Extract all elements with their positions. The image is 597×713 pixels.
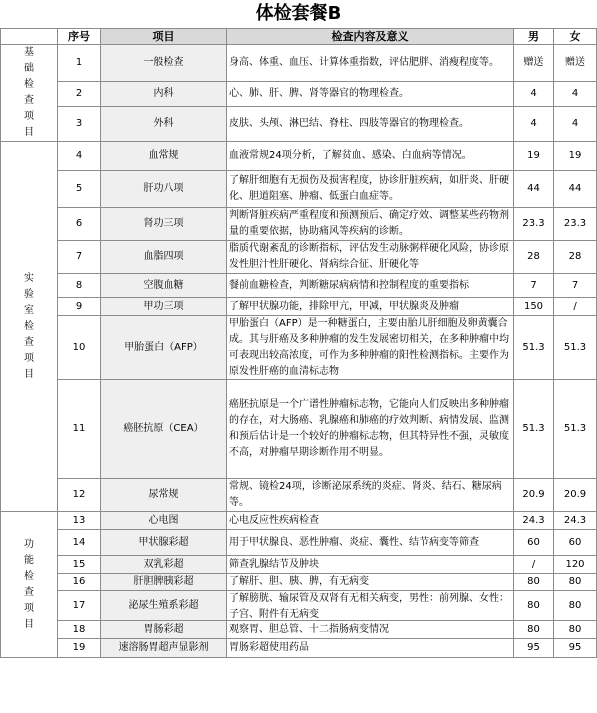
- row-number: 15: [58, 556, 101, 574]
- item-description-text: 常规、镜检24项，诊断泌尿系统的炎症、肾炎、结石、糖尿病等。: [229, 481, 502, 508]
- item-description: [227, 316, 514, 380]
- item-description-text: 用于甲状腺良、恶性肿瘤、炎症、囊性、结节病变等筛查: [229, 536, 479, 548]
- item-name: 尿常规: [101, 479, 227, 512]
- item-name: 空腹血糖: [101, 274, 227, 298]
- item-description-text: 心电反应性疾病检查: [229, 514, 319, 526]
- table-body: [1, 45, 597, 658]
- category-cell: 基 础 检 查 项 目: [1, 45, 58, 142]
- table-row: [1, 380, 597, 479]
- item-name: 心电图: [101, 512, 227, 530]
- female-price: 80: [554, 621, 597, 639]
- item-name: 胃肠彩超: [101, 621, 227, 639]
- item-name: 外科: [101, 107, 227, 142]
- male-price: 51.3: [514, 380, 554, 479]
- male-price: 51.3: [514, 316, 554, 380]
- male-price: 80: [514, 591, 554, 621]
- table-row: [1, 45, 597, 82]
- item-description-text: 餐前血糖检查，判断糖尿病病情和控制程度的重要指标: [229, 279, 469, 291]
- item-name: 甲胎蛋白（AFP）: [101, 316, 227, 380]
- item-description-text: 判断肾脏疾病严重程度和预测预后、确定疗效、调整某些药物剂量的重要依据，协助痛风等疾病的诊断。: [229, 210, 509, 237]
- table-row: [1, 479, 597, 512]
- item-description-text: 心、肺、肝、脾、肾等器官的物理检查。: [229, 88, 409, 100]
- table-row: [1, 241, 597, 274]
- item-description: [227, 208, 514, 241]
- item-description-text: 了解甲状腺功能，排除甲亢，甲减，甲状腺炎及肿瘤: [229, 300, 459, 312]
- row-number: 19: [58, 639, 101, 658]
- female-price: 4: [554, 107, 597, 142]
- female-price: /: [554, 298, 597, 316]
- item-description-text: 皮肤、头颅、淋巴结、脊柱、四肢等器官的物理检查。: [229, 118, 469, 130]
- male-price: 28: [514, 241, 554, 274]
- male-price: 95: [514, 639, 554, 658]
- row-number: 1: [58, 45, 101, 82]
- item-description: [227, 639, 514, 658]
- male-price: 4: [514, 82, 554, 107]
- table-row: [1, 82, 597, 107]
- row-number: 8: [58, 274, 101, 298]
- male-price: 80: [514, 574, 554, 591]
- row-number: 4: [58, 142, 101, 171]
- item-description-text: 观察胃、胆总管、十二指肠病变情况: [229, 623, 389, 635]
- header-item: 项目: [101, 29, 227, 45]
- row-number: 14: [58, 530, 101, 556]
- item-description-text: 了解肝细胞有无损伤及损害程度，协诊肝脏疾病，如肝炎、肝硬化、胆道阻塞、肿瘤、低蛋白血症等。: [229, 175, 509, 202]
- item-description: [227, 512, 514, 530]
- female-price: 19: [554, 142, 597, 171]
- item-description-text: 脂质代谢紊乱的诊断指标，评估发生动脉粥样硬化风险，协诊原发性胆汁性肝硬化、肾病综合征、肝硬化等: [229, 243, 509, 270]
- table-row: [1, 530, 597, 556]
- item-name: 癌胚抗原（CEA）: [101, 380, 227, 479]
- female-price: 赠送: [554, 45, 597, 82]
- table-row: [1, 107, 597, 142]
- item-name: 肾功三项: [101, 208, 227, 241]
- item-name: 血脂四项: [101, 241, 227, 274]
- row-number: 9: [58, 298, 101, 316]
- item-description: [227, 574, 514, 591]
- row-number: 6: [58, 208, 101, 241]
- row-number: 13: [58, 512, 101, 530]
- table-row: [1, 556, 597, 574]
- female-price: 4: [554, 82, 597, 107]
- row-number: 11: [58, 380, 101, 479]
- item-description-text: 癌胚抗原是一个广谱性肿瘤标志物，它能向人们反映出多种肿瘤的存在，对大肠癌、乳腺癌和肺癌的疗效判断、病情发展、监测和预后估计是一个较好的肿瘤标志物，但其特异性不强，灵敏度不高，对肿瘤早期诊断作用不明显。: [229, 399, 509, 458]
- male-price: 60: [514, 530, 554, 556]
- item-description: [227, 556, 514, 574]
- row-number: 18: [58, 621, 101, 639]
- header-female-price: 女: [554, 29, 597, 45]
- table-row: [1, 621, 597, 639]
- item-description: [227, 530, 514, 556]
- item-name: 肝胆脾胰彩超: [101, 574, 227, 591]
- item-description: [227, 171, 514, 208]
- item-description-text: 甲胎蛋白（AFP）是一种糖蛋白，主要由胎儿肝细胞及卵黄囊合成。其与肝癌及多种肿瘤的发生发展密切相关，在多种肿瘤中均可表现出较高浓度，可作为多种肿瘤的阳性检测指标。主要作为原发性肝癌的血清标志物: [229, 318, 509, 377]
- female-price: 24.3: [554, 512, 597, 530]
- female-price: 20.9: [554, 479, 597, 512]
- male-price: 4: [514, 107, 554, 142]
- male-price: 23.3: [514, 208, 554, 241]
- female-price: 80: [554, 574, 597, 591]
- male-price: 24.3: [514, 512, 554, 530]
- male-price: 44: [514, 171, 554, 208]
- row-number: 10: [58, 316, 101, 380]
- male-price: 7: [514, 274, 554, 298]
- male-price: /: [514, 556, 554, 574]
- header-category: [1, 29, 58, 45]
- item-name: 一般检查: [101, 45, 227, 82]
- header-male-price: 男: [514, 29, 554, 45]
- female-price: 51.3: [554, 316, 597, 380]
- female-price: 28: [554, 241, 597, 274]
- female-price: 51.3: [554, 380, 597, 479]
- item-description: [227, 142, 514, 171]
- item-description: [227, 591, 514, 621]
- item-description: [227, 241, 514, 274]
- item-description: [227, 380, 514, 479]
- male-price: 赠送: [514, 45, 554, 82]
- item-name: 内科: [101, 82, 227, 107]
- row-number: 17: [58, 591, 101, 621]
- table-row: [1, 316, 597, 380]
- item-description-text: 身高、体重、血压、计算体重指数，评估肥胖、消瘦程度等。: [229, 57, 499, 69]
- row-number: 2: [58, 82, 101, 107]
- male-price: 80: [514, 621, 554, 639]
- item-description: [227, 45, 514, 82]
- item-description: [227, 107, 514, 142]
- item-name: 血常规: [101, 142, 227, 171]
- item-description-text: 筛查乳腺结节及肿块: [229, 558, 319, 570]
- item-description: [227, 621, 514, 639]
- row-number: 7: [58, 241, 101, 274]
- table-row: [1, 274, 597, 298]
- item-description: [227, 298, 514, 316]
- header-content: 检查内容及意义: [227, 29, 514, 45]
- item-description-text: 了解肝、胆、胰、脾，有无病变: [229, 576, 369, 587]
- item-name: 甲状腺彩超: [101, 530, 227, 556]
- female-price: 7: [554, 274, 597, 298]
- item-name: 甲功三项: [101, 298, 227, 316]
- female-price: 60: [554, 530, 597, 556]
- item-description-text: 胃肠彩超使用药品: [229, 642, 309, 653]
- category-cell: 实 验 室 检 查 项 目: [1, 142, 58, 512]
- table-row: [1, 171, 597, 208]
- table-row: [1, 298, 597, 316]
- item-name: 双乳彩超: [101, 556, 227, 574]
- male-price: 19: [514, 142, 554, 171]
- female-price: 80: [554, 591, 597, 621]
- female-price: 120: [554, 556, 597, 574]
- item-description: [227, 82, 514, 107]
- female-price: 44: [554, 171, 597, 208]
- table-row: [1, 639, 597, 658]
- category-cell: 功 能 检 查 项 目: [1, 512, 58, 658]
- page-title: 体检套餐B: [255, 3, 342, 24]
- table-row: [1, 574, 597, 591]
- item-description-text: 了解膀胱、输尿管及双肾有无相关病变，男性：前列腺、女性：子宫、附件有无病变: [229, 593, 509, 620]
- table-row: [1, 591, 597, 621]
- item-name: 肝功八项: [101, 171, 227, 208]
- item-description: [227, 479, 514, 512]
- item-description: [227, 274, 514, 298]
- item-name: 速溶肠胃超声显影剂: [101, 639, 227, 658]
- female-price: 95: [554, 639, 597, 658]
- row-number: 12: [58, 479, 101, 512]
- row-number: 3: [58, 107, 101, 142]
- row-number: 16: [58, 574, 101, 591]
- row-number: 5: [58, 171, 101, 208]
- header-no: 序号: [58, 29, 101, 45]
- female-price: 23.3: [554, 208, 597, 241]
- male-price: 150: [514, 298, 554, 316]
- table-row: [1, 142, 597, 171]
- item-name: 泌尿生殖系彩超: [101, 591, 227, 621]
- male-price: 20.9: [514, 479, 554, 512]
- table-row: [1, 208, 597, 241]
- item-description-text: 血液常规24项分析，了解贫血、感染、白血病等情况。: [229, 150, 472, 161]
- header-row: [1, 29, 597, 45]
- table-row: [1, 512, 597, 530]
- checkup-package-table: [0, 28, 597, 658]
